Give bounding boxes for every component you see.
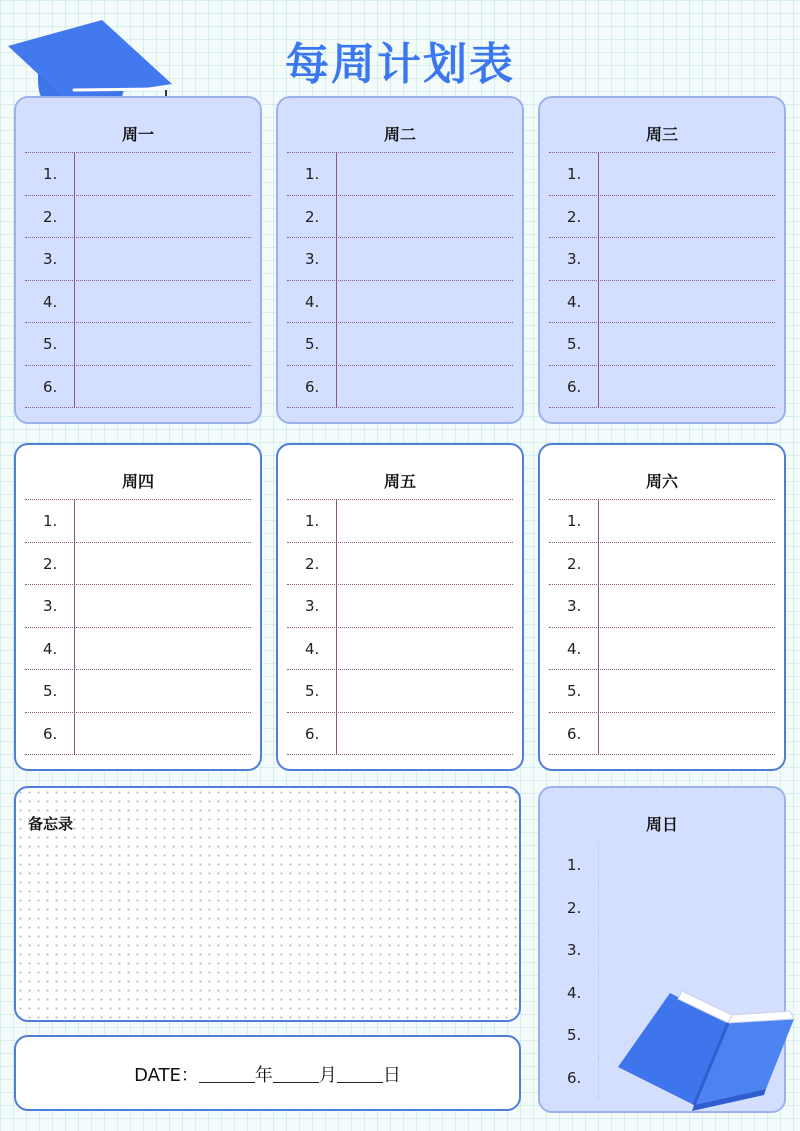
year-field[interactable] bbox=[199, 1067, 255, 1083]
task-list bbox=[287, 152, 513, 408]
task-row[interactable] bbox=[549, 844, 775, 887]
row-number: 3. bbox=[305, 250, 320, 268]
row-number: 4. bbox=[305, 639, 320, 658]
row-divider bbox=[74, 543, 75, 585]
task-row[interactable] bbox=[25, 543, 251, 586]
row-divider bbox=[74, 366, 75, 408]
task-row[interactable] bbox=[549, 238, 775, 281]
day-title: 周二 bbox=[383, 125, 416, 144]
row-number: 4. bbox=[43, 292, 58, 311]
open-book-icon bbox=[610, 985, 800, 1113]
row-divider bbox=[598, 929, 599, 972]
day-title: 周六 bbox=[645, 472, 678, 491]
row-divider bbox=[598, 543, 599, 585]
row-number: 6. bbox=[305, 377, 320, 396]
day-title: 周四 bbox=[121, 472, 154, 491]
row-divider bbox=[74, 281, 75, 323]
row-number: 1. bbox=[305, 165, 320, 183]
row-divider bbox=[598, 670, 599, 712]
task-row[interactable] bbox=[25, 153, 251, 196]
row-number: 3. bbox=[43, 597, 58, 615]
day-title: 周五 bbox=[383, 472, 416, 491]
row-number: 2. bbox=[43, 554, 58, 573]
row-number: 5. bbox=[567, 335, 582, 353]
row-number: 6. bbox=[567, 1068, 582, 1087]
row-divider bbox=[598, 887, 599, 930]
row-divider bbox=[74, 628, 75, 670]
row-number: 2. bbox=[43, 207, 58, 226]
row-number: 5. bbox=[567, 1026, 582, 1044]
memo-area[interactable] bbox=[14, 786, 521, 1022]
row-number: 3. bbox=[567, 597, 582, 615]
row-divider bbox=[598, 323, 599, 365]
row-number: 6. bbox=[305, 724, 320, 743]
month-field[interactable] bbox=[273, 1067, 319, 1083]
task-row[interactable] bbox=[25, 585, 251, 628]
row-number: 3. bbox=[43, 250, 58, 268]
row-number: 2. bbox=[305, 207, 320, 226]
row-divider bbox=[598, 1014, 599, 1057]
row-divider bbox=[598, 238, 599, 280]
day-title: 周日 bbox=[645, 815, 678, 834]
row-divider bbox=[598, 972, 599, 1015]
row-number: 4. bbox=[567, 292, 582, 311]
row-divider bbox=[336, 713, 337, 755]
date-label: DATE： bbox=[134, 1065, 199, 1086]
row-divider bbox=[598, 196, 599, 238]
task-row[interactable] bbox=[549, 628, 775, 671]
task-row[interactable] bbox=[287, 196, 513, 239]
day-title: 周一 bbox=[121, 125, 154, 144]
row-divider bbox=[336, 628, 337, 670]
task-row[interactable] bbox=[549, 500, 775, 543]
row-divider bbox=[598, 628, 599, 670]
day-card-mon bbox=[14, 96, 262, 424]
row-number: 6. bbox=[567, 724, 582, 743]
row-divider bbox=[74, 323, 75, 365]
page-title: 每周计划表 bbox=[285, 39, 515, 90]
task-row[interactable] bbox=[25, 281, 251, 324]
row-divider bbox=[74, 153, 75, 195]
row-number: 5. bbox=[43, 335, 58, 353]
task-row[interactable] bbox=[287, 670, 513, 713]
row-divider bbox=[598, 713, 599, 755]
task-row[interactable] bbox=[25, 323, 251, 366]
task-row[interactable] bbox=[25, 196, 251, 239]
task-row[interactable] bbox=[287, 543, 513, 586]
task-row[interactable] bbox=[25, 670, 251, 713]
task-row[interactable] bbox=[549, 281, 775, 324]
task-row[interactable] bbox=[25, 366, 251, 409]
date-line bbox=[16, 1061, 519, 1087]
day-card-tue bbox=[276, 96, 524, 424]
task-row[interactable] bbox=[287, 628, 513, 671]
task-row[interactable] bbox=[287, 500, 513, 543]
day-card-wed bbox=[538, 96, 786, 424]
day-card-fri bbox=[276, 443, 524, 771]
row-number: 2. bbox=[305, 554, 320, 573]
row-number: 4. bbox=[43, 639, 58, 658]
row-number: 1. bbox=[43, 165, 58, 183]
row-number: 1. bbox=[567, 856, 582, 874]
row-divider bbox=[74, 196, 75, 238]
row-number: 2. bbox=[567, 898, 582, 917]
row-divider bbox=[74, 670, 75, 712]
row-number: 4. bbox=[567, 983, 582, 1002]
row-number: 1. bbox=[567, 165, 582, 183]
task-row[interactable] bbox=[287, 323, 513, 366]
task-row[interactable] bbox=[287, 366, 513, 409]
date-box bbox=[14, 1035, 521, 1111]
task-row[interactable] bbox=[549, 585, 775, 628]
task-row[interactable] bbox=[25, 628, 251, 671]
task-row[interactable] bbox=[549, 543, 775, 586]
row-divider bbox=[598, 844, 599, 887]
row-divider bbox=[598, 1057, 599, 1100]
task-row[interactable] bbox=[287, 153, 513, 196]
row-divider bbox=[598, 281, 599, 323]
task-row[interactable] bbox=[549, 929, 775, 972]
row-number: 5. bbox=[305, 335, 320, 353]
row-divider bbox=[336, 323, 337, 365]
row-divider bbox=[598, 153, 599, 195]
task-row[interactable] bbox=[287, 713, 513, 756]
row-divider bbox=[74, 500, 75, 542]
row-number: 1. bbox=[567, 512, 582, 530]
day-title: 周三 bbox=[645, 125, 678, 144]
row-divider bbox=[336, 585, 337, 627]
row-divider bbox=[336, 366, 337, 408]
row-divider bbox=[336, 238, 337, 280]
row-number: 5. bbox=[43, 682, 58, 700]
row-divider bbox=[74, 238, 75, 280]
row-number: 6. bbox=[567, 377, 582, 396]
row-divider bbox=[336, 670, 337, 712]
row-number: 1. bbox=[43, 512, 58, 530]
task-row[interactable] bbox=[549, 887, 775, 930]
task-row[interactable] bbox=[549, 323, 775, 366]
task-row[interactable] bbox=[549, 366, 775, 409]
task-row[interactable] bbox=[25, 500, 251, 543]
row-number: 1. bbox=[305, 512, 320, 530]
row-number: 4. bbox=[567, 639, 582, 658]
task-list bbox=[549, 152, 775, 408]
day-label: 日 bbox=[382, 1065, 401, 1086]
task-row[interactable] bbox=[549, 713, 775, 756]
task-list bbox=[25, 152, 251, 408]
row-divider bbox=[336, 281, 337, 323]
task-row[interactable] bbox=[549, 153, 775, 196]
day-card-thu bbox=[14, 443, 262, 771]
day-field[interactable] bbox=[337, 1067, 383, 1083]
row-number: 2. bbox=[567, 554, 582, 573]
task-row[interactable] bbox=[549, 196, 775, 239]
row-number: 3. bbox=[305, 597, 320, 615]
row-number: 5. bbox=[567, 682, 582, 700]
row-number: 6. bbox=[43, 724, 58, 743]
row-divider bbox=[598, 585, 599, 627]
task-row[interactable] bbox=[287, 238, 513, 281]
task-row[interactable] bbox=[287, 281, 513, 324]
task-list bbox=[287, 499, 513, 755]
row-divider bbox=[336, 543, 337, 585]
task-row[interactable] bbox=[549, 670, 775, 713]
task-list bbox=[25, 499, 251, 755]
row-number: 6. bbox=[43, 377, 58, 396]
row-divider bbox=[336, 500, 337, 542]
year-label: 年 bbox=[254, 1065, 273, 1086]
day-card-sat bbox=[538, 443, 786, 771]
row-number: 5. bbox=[305, 682, 320, 700]
row-number: 4. bbox=[305, 292, 320, 311]
month-label: 月 bbox=[318, 1065, 337, 1086]
row-number: 3. bbox=[567, 941, 582, 959]
row-number: 3. bbox=[567, 250, 582, 268]
row-divider bbox=[74, 585, 75, 627]
row-divider bbox=[74, 713, 75, 755]
task-row[interactable] bbox=[287, 585, 513, 628]
row-divider bbox=[336, 153, 337, 195]
row-divider bbox=[598, 366, 599, 408]
task-row[interactable] bbox=[25, 713, 251, 756]
memo-label: 备忘录 bbox=[28, 815, 74, 833]
task-list bbox=[549, 499, 775, 755]
row-divider bbox=[598, 500, 599, 542]
row-number: 2. bbox=[567, 207, 582, 226]
row-divider bbox=[336, 196, 337, 238]
task-row[interactable] bbox=[25, 238, 251, 281]
